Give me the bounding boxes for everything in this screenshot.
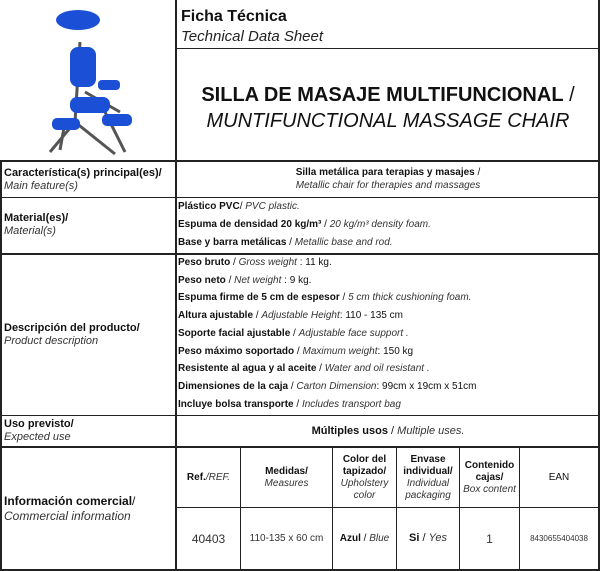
column-header: Color del tapizado/ Upholstery color [340,453,389,501]
column-header: Contenido cajas/ Box content [463,459,516,495]
measures-value: 110-135 x 60 cm [249,532,324,544]
use-label: Uso previsto/ Expected use [4,418,74,443]
description-item: Incluye bolsa transporte / Includes transport bag [178,398,401,410]
column-header: Envase individual/ Individual packaging [403,453,453,501]
description-item: Dimensiones de la caja / Carton Dimension: 99cm x 19cm x 51cm [178,380,477,392]
ean-value: 8430655404038 [530,533,588,543]
sheet-title: Ficha Técnica [181,8,287,25]
material-item: Base y barra metálicas / Metallic base and rod. [178,237,393,248]
sheet-subtitle: Technical Data Sheet [181,28,324,45]
column-header: EAN [548,471,570,483]
description-label: Descripción del producto/ Product description [4,322,140,347]
description-item: Peso máximo soportado / Maximum weight: 150 kg [178,345,414,357]
product-title-en: MUNTIFUNCTIONAL MASSAGE CHAIR [206,110,570,132]
use-value: Múltiples usos / Multiple uses. [311,425,465,437]
material-item: Espuma de densidad 20 kg/m³ / 20 kg/m³ density foam. [178,219,431,230]
material-item: Plástico PVC/ PVC plastic. [178,201,300,212]
column-header: Medidas/ Measures [264,465,309,489]
description-item: Soporte facial ajustable / Adjustable face support . [178,327,409,339]
ref-value: 40403 [191,531,226,546]
product-title: SILLA DE MASAJE MULTIFUNCIONAL / [201,84,575,106]
box-content-value: 1 [486,531,493,546]
column-header: Ref./REF. [186,472,231,483]
main-feature-value: Silla metálica para terapias y masajes / Metallic chair for therapies and massages [295,167,481,191]
description-item: Peso neto / Net weight : 9 kg. [178,274,312,286]
main-feature-label: Característica(s) principal(es)/ Main feature(s) [4,167,162,192]
color-value: Azul / Blue [339,533,390,544]
description-item: Altura ajustable / Adjustable Height: 110 - 135 cm [178,310,403,322]
description-item: Peso bruto / Gross weight : 11 kg. [178,257,332,268]
commercial-label: Información comercial/ Commercial information [4,494,136,523]
material-label: Material(es)/ Material(s) [4,212,69,237]
description-item: Espuma firme de 5 cm de espesor / 5 cm thick cushioning foam. [178,292,472,304]
massage-chair-image [40,2,140,160]
description-item: Resistente al agua y al aceite / Water and oil resistant . [178,363,430,375]
packaging-value: Si / Yes [409,532,447,544]
